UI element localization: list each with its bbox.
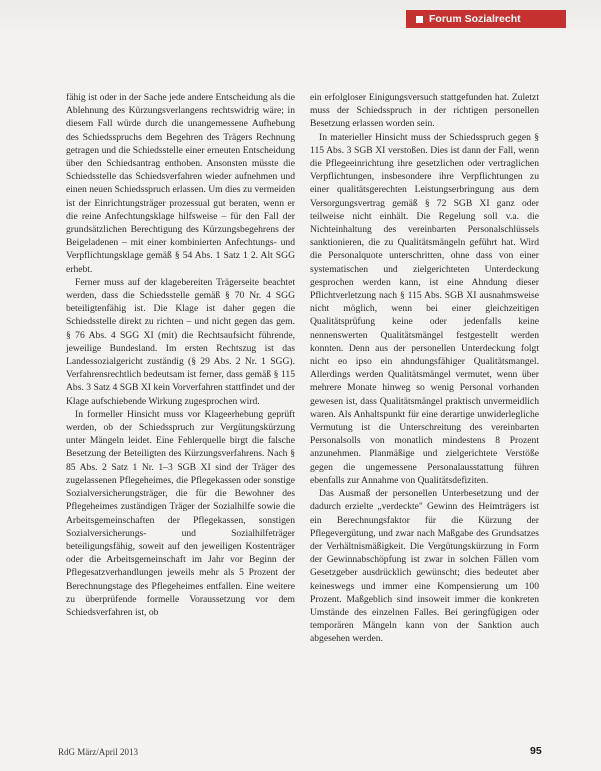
journal-issue-label: RdG März/April 2013: [58, 747, 138, 757]
paragraph: Das Ausmaß der personellen Unterbesetzung und der dadurch erzielte „verdeckte" Gewinn des Heimträgers ist ein Berechnungsfaktor für die Kürzung der Pflegevergütung, und zwar nach Maßgabe des Grundsatzes der Verhältnismäßigkeit. Die Vergütungskürzung in Form der Gewinnabschöpfung ist zwar in solchen Fällen vom Gesetzgeber ausdrücklich gewünscht; dies bedeutet aber keineswegs und immer eine Kompensierung um 100 Prozent. Maßgeblich sind insoweit immer die konkreten Umstände des einzelnen Falles. Bei geringfügigen oder temporären Mängeln kann von der Sanktion auch abgesehen werden.: [310, 488, 539, 645]
page-number: 95: [530, 745, 542, 757]
right-text-column: [310, 91, 539, 646]
paragraph: In materieller Hinsicht muss der Schiedsspruch gegen § 115 Abs. 3 SGB XI verstoßen. Dies ist dann der Fall, wenn die Pflegeeinrichtung ihre gesetzlichen oder vertraglichen Verpflichtungen, insbesondere ihre Verpflichtungen zu einer qualitätsgerechten Leistungserbringung aus dem Versorgungsvertrag gemäß § 72 SGB XI ganz oder teilweise nicht einhält. Die Regelung soll v.a. die Nichteinhaltung des vereinbarten Personalschlüssels sanktionieren, die zu Qualitätsmängeln geführt hat. Wird die Personalquote unterschritten, ohne dass von einer systematischen und zielgerichteten Unterdeckung gesprochen werden kann, ist eine Ahndung dieser Pflichtverletzung nach § 115 Abs. SGB XI ausnahmsweise nicht möglich, wenn bei einer gleichzeitigen Qualitätsprüfung keine oder jedenfalls keine nennenswerten Qualitätsmängel festgestellt werden konnten. Denn aus der personellen Unterdeckung folgt nicht eo ipso ein ahndungsfähiger Qualitätsmangel. Allerdings werden Qualitätsmängel vermutet, wenn über mehrere Monate hinweg so wenig Personal vorhanden gewesen ist, dass Qualitätsmängel praktisch unvermeidlich waren. Als Anhaltspunkt für eine derartige unwiderlegliche Vermutung ist die Unterschreitung des vereinbarten Personalsolls von monatlich mindestens 8 Prozent anzunehmen. Planmäßige und zielgerichtete Verstöße gegen die ungemessene Personalausstattung führen ebenfalls zur Annahme von Qualitätsdefiziten.: [310, 131, 539, 486]
section-title: Forum Sozialrecht: [429, 13, 521, 25]
section-square-icon: [416, 16, 423, 23]
paragraph: In formeller Hinsicht muss vor Klageerhebung geprüft werden, ob der Schiedsspruch zur Vergütungskürzung unter Mängeln leidet. Eine Fehlerquelle birgt die falsche Besetzung der Beteiligten des Kürzungsverfahrens. Nach § 85 Abs. 2 Satz 1 Nr. 1–3 SGB XI sind der Träger des zugelassenen Pflegeheimes, die Pflegekassen oder sonstige Sozialversicherungsträger, die für die Bewohner des Pflegeheimes zuständigen Träger der Sozialhilfe sowie die Arbeitsgemeinschaften der Pflegekassen, sonstigen Sozialversicherungs- und Sozialhilfeträger beteiligungsfähig, soweit auf den jeweiligen Kostenträger oder die Arbeitsgemeinschaft im Jahr vor Beginn der Pflegesatzverhandlungen jeweils mehr als 5 Prozent der Berechnungstage des Pflegeheimes entfallen. Eine weitere zu überprüfende formelle Voraussetzung vor dem Schiedsverfahren ist, ob: [66, 408, 295, 618]
paragraph: fähig ist oder in der Sache jede andere Entscheidung als die Ablehnung des Kürzungsverlangens rechtswidrig wäre; in diesem Fall würde durch die unangemessene Aufhebung des Schiedsspruchs dem Begehren des Trägers Rechnung getragen und die Schiedsstelle einer erneuten Entscheidung über den Schiedsantrag enthoben. Ansonsten müsste die Schiedsstelle das Schiedsverfahren wieder aufnehmen und einen neuen Schiedsspruch erlassen. Um dies zu vermeiden ist der Einrichtungsträger prozessual gut beraten, wenn er die reine Anfechtungsklage hilfsweise – für den Fall der grundsätzlichen Berechtigung des Kürzungsbegehrens der Beigeladenen – mit einer kombinierten Anfechtungs- und Verpflichtungsklage gemäß § 54 Abs. 1 Satz 1 2. Alt SGG erhebt.: [66, 92, 295, 275]
paragraph: ein erfolgloser Einigungsversuch stattgefunden hat. Zuletzt muss der Schiedsspruch in der richtigen personellen Besetzung erlassen worden sein.: [310, 92, 539, 130]
paragraph: Ferner muss auf der klagebereiten Trägerseite beachtet werden, dass die Schiedsstelle gemäß § 70 Nr. 4 SGG beteiligtenfähig ist. Die Klage ist daher gegen die Schiedsstelle direkt zu richten – und nicht gegen das gem. § 76 Abs. 4 SGG XI (mit) die Rechtsaufsicht führende, jeweilige Bundesland. Im ersten Rechtszug ist das Landessozialgericht zuständig (§ 29 Abs. 2 Nr. 1 SGG). Verfahrensrechtlich bedeutsam ist ferner, dass gemäß § 115 Abs. 3 Satz 4 SGB XI kein Vorverfahren stattfindet und der Klage aufschiebende Wirkung zugesprochen wird.: [66, 276, 295, 407]
section-header-tab: [406, 10, 566, 28]
left-text-column: [66, 91, 295, 619]
